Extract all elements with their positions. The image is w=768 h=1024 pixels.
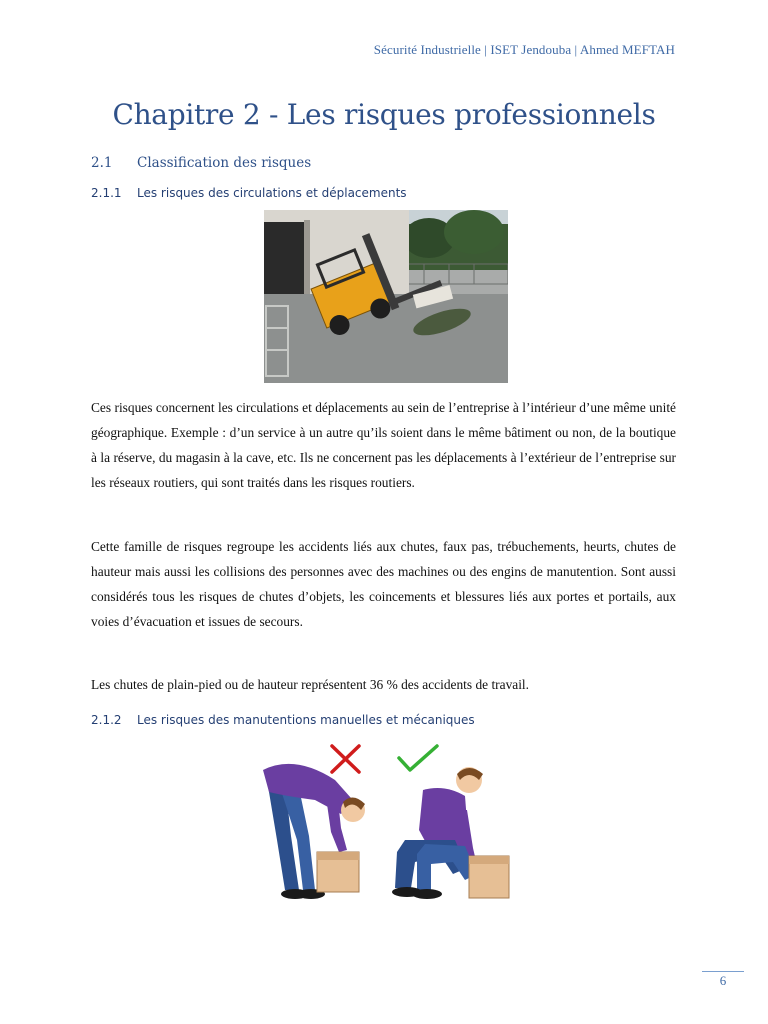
cross-mark-icon xyxy=(332,746,359,772)
lifting-posture-illustration xyxy=(255,740,512,926)
paragraph: Les chutes de plain-pied ou de hauteur représentent 36 % des accidents de travail. xyxy=(91,677,530,692)
section-title: Les risques des manutentions manuelles et mécaniques xyxy=(137,713,475,727)
check-mark-icon xyxy=(399,746,437,770)
section-heading-2-1-2 xyxy=(91,713,475,727)
section-number: 2.1 xyxy=(91,155,113,171)
section-title: Classification des risques xyxy=(137,155,312,171)
page-number: 6 xyxy=(719,973,727,988)
section-title: Les risques des circulations et déplacements xyxy=(137,186,407,200)
forklift-accident-photo xyxy=(264,210,508,383)
paragraph: Cette famille de risques regroupe les accidents liés aux chutes, faux pas, trébuchements, heurts, chutes de hauteur mais aussi les collisions des personnes avec des machines ou des engins de manutention. Sont aussi considérés tous les risques de chutes d’objets, les coincements et blessures liés aux portes et portails, aux voies d’évacuation et issues de secours. xyxy=(91,539,676,629)
wrong-posture-figure xyxy=(263,764,365,899)
section-heading-2-1-1 xyxy=(91,186,407,200)
section-heading-2-1 xyxy=(91,155,311,171)
chapter-title: Chapitre 2 - Les risques professionnels xyxy=(112,98,656,131)
page-number-rule xyxy=(702,971,744,972)
section-number: 2.1.1 xyxy=(91,186,122,200)
right-posture-figure xyxy=(392,767,509,899)
paragraph: Ces risques concernent les circulations et déplacements au sein de l’entreprise à l’intérieur d’une même unité géographique. Exemple : d’un service à un autre qu’ils soient dans le même bâtiment ou non, de la boutique à la réserve, du magasin à la cave, etc. Ils ne concernent pas les déplacements à l’extérieur de l’entreprise sur les réseaux routiers, qui sont traités dans les risques routiers. xyxy=(91,400,676,490)
section-number: 2.1.2 xyxy=(91,713,122,727)
running-header: Sécurité Industrielle | ISET Jendouba | Ahmed MEFTAH xyxy=(373,42,675,57)
